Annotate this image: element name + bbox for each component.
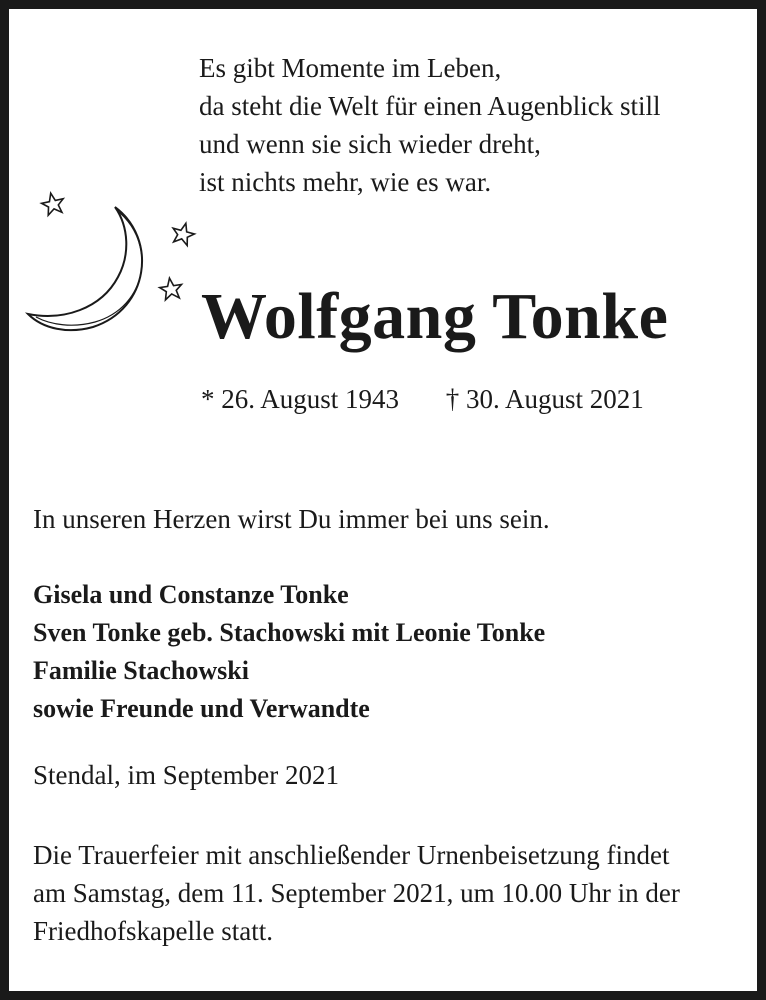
star-icon [40,191,66,216]
place-date: Stendal, im September 2021 [33,760,339,790]
moon-and-stars-illustration [23,179,203,349]
ceremony-line: am Samstag, dem 11. September 2021, um 10.00 Uhr in der [33,878,680,908]
poem-line: Es gibt Momente im Leben, [199,53,502,83]
star-icon [159,277,184,301]
birth-date: * 26. August 1943 [201,384,400,414]
mourner-line: Familie Stachowski [33,656,249,685]
mourner-line: Gisela und Constanze Tonke [33,580,349,609]
ceremony-line: Friedhofskapelle statt. [33,916,273,946]
poem-line: und wenn sie sich wieder dreht, [199,129,541,159]
mourners-list [33,576,545,728]
poem [199,49,660,201]
death-date: † 30. August 2021 [445,384,644,414]
mourner-line: sowie Freunde und Verwandte [33,694,370,723]
star-icon [170,221,197,247]
memorial-line: In unseren Herzen wirst Du immer bei uns sein. [33,504,550,534]
deceased-name: Wolfgang Tonke [201,280,669,353]
ceremony-info [33,836,743,950]
mourner-line: Sven Tonke geb. Stachowski mit Leonie Tonke [33,618,546,647]
poem-line: da steht die Welt für einen Augenblick still [199,91,661,121]
moon-icon [28,207,142,330]
life-dates [201,384,644,415]
ceremony-line: Die Trauerfeier mit anschließender Urnenbeisetzung findet [33,840,670,870]
poem-line: ist nichts mehr, wie es war. [199,167,492,197]
